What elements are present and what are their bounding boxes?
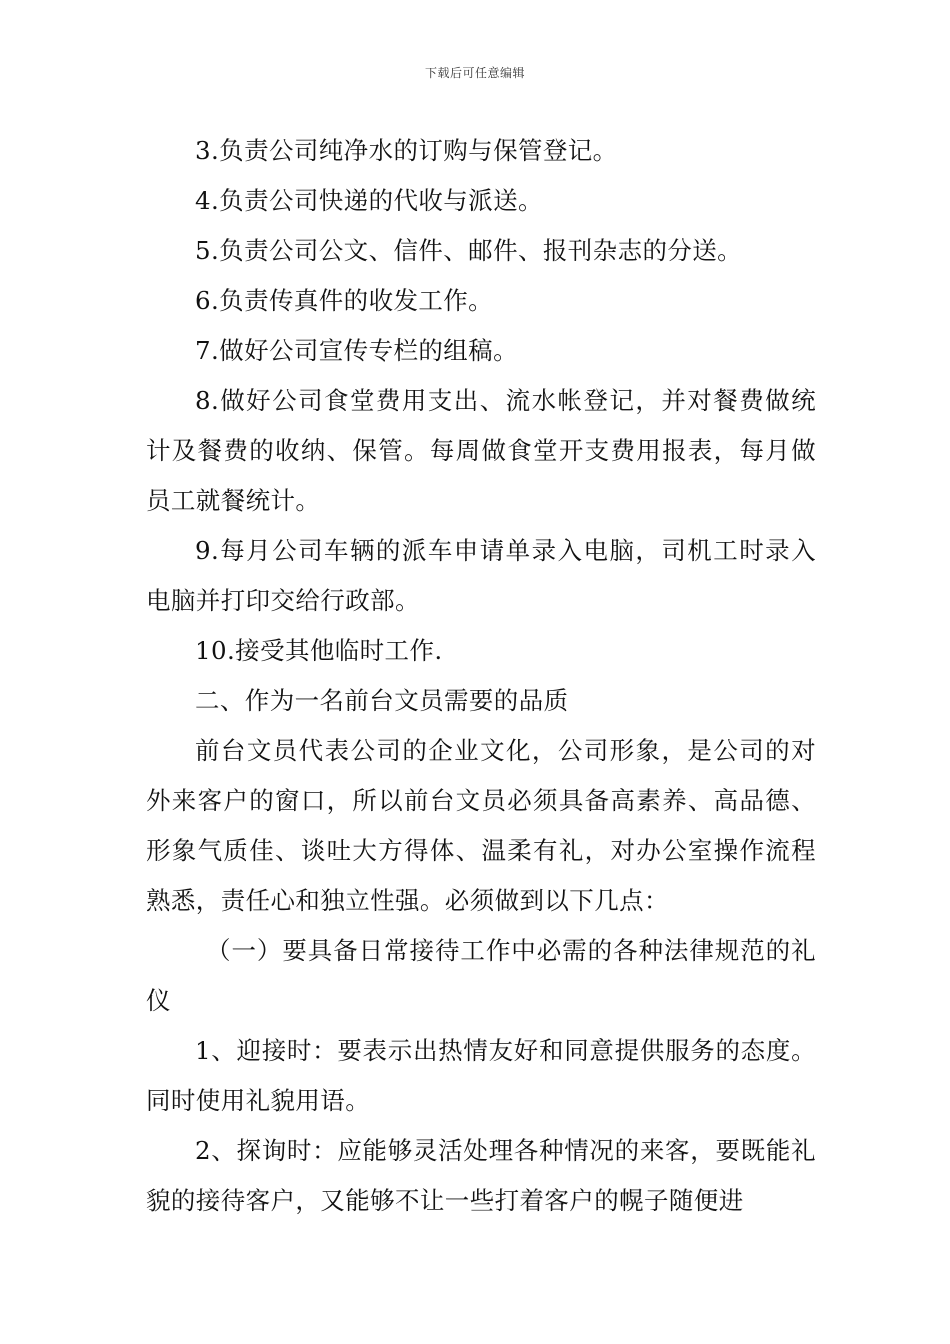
paragraph-item-7: 7.做好公司宣传专栏的组稿。 bbox=[195, 336, 518, 365]
paragraph-item-9: 9.每月公司车辆的派车申请单录入电脑，司机工时录入电脑并打印交给行政部。 bbox=[146, 536, 816, 615]
paragraph-intro: 前台文员代表公司的企业文化，公司形象，是公司的对外来客户的窗口，所以前台文员必须具备高素养、高品德、形象气质佳、谈吐大方得体、温柔有礼，对办公室操作流程熟悉，责任心和独立性强。必须做到以下几点： bbox=[146, 736, 816, 915]
paragraph-item-5: 5.负责公司公文、信件、邮件、报刊杂志的分送。 bbox=[195, 236, 743, 265]
document-body bbox=[146, 126, 816, 1226]
paragraph-inquiry: 2、探询时：应能够灵活处理各种情况的来客，要既能礼貌的接待客户，又能够不让一些打着客户的幌子随便进 bbox=[146, 1136, 816, 1215]
page-header: 下载后可任意编辑 bbox=[424, 66, 525, 80]
section-heading-2: 二、作为一名前台文员需要的品质 bbox=[195, 686, 569, 715]
paragraph-item-6: 6.负责传真件的收发工作。 bbox=[195, 286, 494, 315]
subsection-heading-1: （一）要具备日常接待工作中必需的各种法律规范的礼仪 bbox=[146, 936, 816, 1015]
paragraph-item-8: 8.做好公司食堂费用支出、流水帐登记，并对餐费做统计及餐费的收纳、保管。每周做食堂开支费用报表，每月做员工就餐统计。 bbox=[146, 386, 816, 515]
paragraph-item-3: 3.负责公司纯净水的订购与保管登记。 bbox=[195, 136, 618, 165]
paragraph-item-10: 10.接受其他临时工作. bbox=[195, 636, 443, 665]
paragraph-greeting: 1、迎接时：要表示出热情友好和同意提供服务的态度。同时使用礼貌用语。 bbox=[146, 1036, 816, 1115]
paragraph-item-4: 4.负责公司快递的代收与派送。 bbox=[195, 186, 543, 215]
